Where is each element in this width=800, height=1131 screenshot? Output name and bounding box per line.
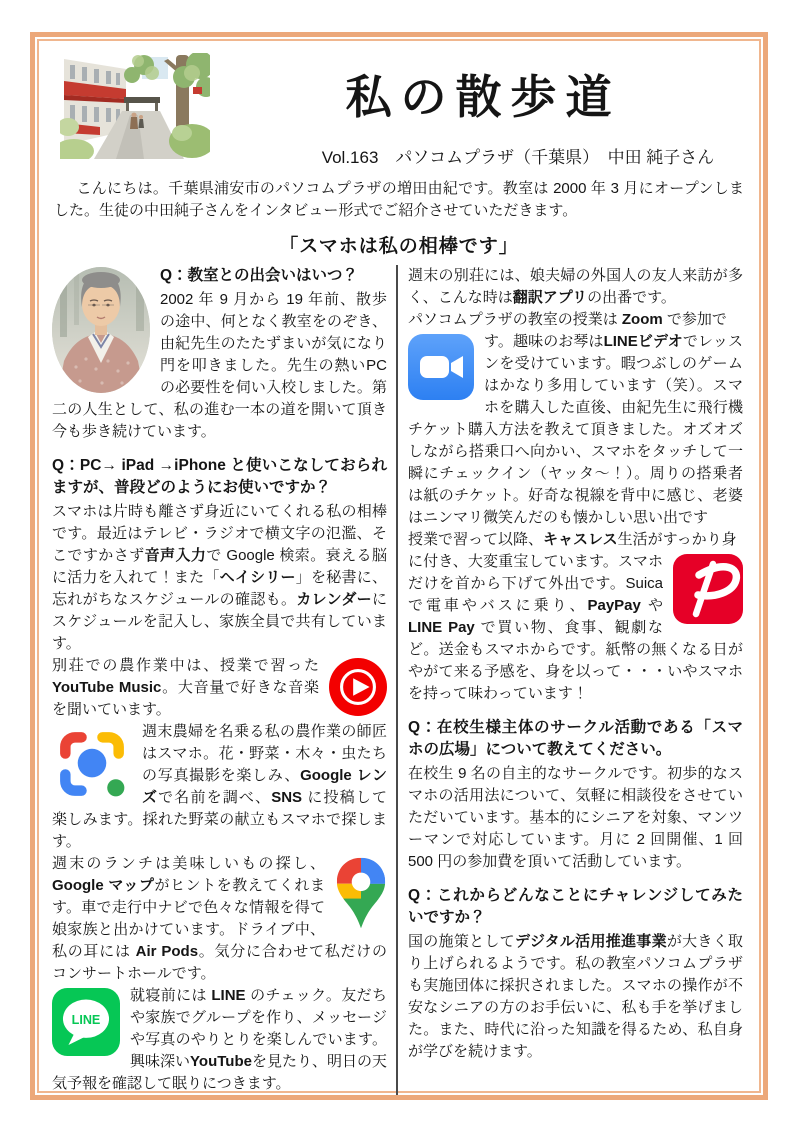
q2-paragraph-5-text: 就寝前には LINE のチェック。友だちや家族でグループを作り、メッセージや写真のやりとりを楽しんでいます。興味深いYouTubeを見たり、明日の天気予報を確認して眠りにつきます。 [52, 987, 387, 1092]
q2-paragraph-1: スマホは片時も離さず身近にいてくれる私の相棒です。最近はテレビ・ラジオで横文字の氾濫、そこですかさず音声入力で Google 検索。衰える脳に活力を入れて！また「ヘイシリー」を秘書に、忘れがちなスケジュールの確認も。カレンダーにスケジュールを記入し、家族全員で共有しています。 [52, 503, 387, 652]
r-paragraph-2a: パソコムプラザの教室の授業は Zoom で参加で [408, 311, 727, 328]
q4-title: Q：これからどんなことにチャレンジしてみたいですか？ [408, 887, 743, 926]
volume-line: Vol.163 パソコムプラザ（千葉県） 中田 純子さん [321, 148, 715, 167]
page-content [39, 41, 759, 1091]
q2-title: Q：PC→ iPad →iPhone と使いこなしておられますが、普段どのようにお使いですか？ [52, 457, 387, 496]
r-paragraph-3b [408, 551, 743, 705]
q2-paragraph-2-text: 別荘での農作業中は、授業で習ったYouTube Music。大音量で好きな音楽を聞いています。 [52, 657, 319, 718]
q2-paragraph-4 [52, 853, 387, 985]
r-paragraph-1: 週末の別荘には、娘夫婦の外国人の友人来訪が多く、こんな時は翻訳アプリの出番です。 [408, 267, 743, 306]
svg-text:LINE: LINE [71, 1013, 101, 1028]
youtube-music-icon [329, 658, 387, 716]
header [60, 53, 744, 168]
line-icon [52, 988, 120, 1056]
q3-title: Q：在校生様主体のサークル活動である「スマホの広場」について教えてください。 [408, 719, 743, 758]
q2-paragraph-3-text: 週末農婦を名乗る私の農作業の師匠はスマホ。花・野菜・木々・虫たちの写真撮影を楽しみ、Google レンズで名前を調べ、SNS に投稿して楽しみます。採れた野菜の献立もスマホで探します。 [52, 723, 387, 850]
r-paragraph-2b [408, 331, 743, 529]
q3-body: 在校生 9 名の自主的なサークルです。初歩的なスマホの活用法について、気軽に相談役をさせていただいています。基本的にシニアを対象、マンツーマンで対応しています。月に 2 回開催、1 回 500 円の参加費を頂いて活動しています。 [408, 765, 743, 870]
q2-section [52, 455, 387, 1095]
r-paragraph-3a: 授業で習って以降、キャスレス生活がすっかり身 [408, 531, 737, 548]
page-border-frame [30, 32, 768, 1100]
intro-paragraph: こんにちは。千葉県浦安市のパソコムプラザの増田由紀です。教室は 2000 年 3 月にオープンしました。生徒の中田純子さんをインタビュー形式でご紹介させていただきます。 [54, 180, 744, 219]
page-border-inner [37, 39, 761, 1093]
r-paragraph-3b-text: に付き、大変重宝しています。スマホだけを首から下げて外出です。Suica で電車やバスに乗り、PayPay や LINE Pay で買い物、食事、観劇など。送金もスマホからです。紙幣の無くなる日がやがて来る予感を、身を以って・・・いやスマホを持って味わっています！ [408, 553, 743, 702]
q2-paragraph-3 [52, 721, 387, 853]
left-column [52, 265, 396, 1095]
q2-paragraph-5 [52, 985, 387, 1095]
street-illustration-svg [60, 53, 210, 159]
right-column [396, 265, 743, 1095]
headline: 「スマホは私の相棒です」 [279, 236, 519, 257]
r-paragraph-2b-text: す。趣味のお琴はLINEビデオでレッスンを受けています。暇つぶしのゲームはかなり多用しています（笑）。スマホを購入した直後、由紀先生に飛行機チケット購入方法を教えて頂きました。オズオズしながら搭乗口へ向かい、スマホをタッチして一瞬にチェックイン（ヤッタ～！）。周りの搭乗者は紙のチケット。好奇な視線を背中に感じ、老婆はニンマリ微笑んだのも懐かしい思い出です [408, 333, 743, 526]
google-lens-icon [52, 724, 132, 804]
paypay-icon [673, 554, 743, 624]
header-text [222, 53, 744, 168]
q1-title: Q：教室との出会いはいつ？ [160, 267, 359, 284]
q4-body: 国の施策としてデジタル活用推進事業が大きく取り上げられるようです。私の教室パソコムプラザも実施団体に採択されました。スマホの操作が不安なシニアの方のお手伝いに、私も手を挙げました。また、時代に沿った知識を得るため、私自身が学びを続けます。 [408, 933, 743, 1060]
q2-paragraph-4-text: 週末のランチは美味しいもの探し、Google マップがヒントを教えてくれます。車で走行中ナビで色々な情報を得て娘家族と出かけています。ドライブ中、私の耳には Air Pods。気分に合わせて私だけのコンサートホールです。 [52, 855, 387, 982]
columns [52, 265, 746, 1095]
portrait-photo [52, 267, 150, 393]
portrait-svg [52, 267, 150, 393]
zoom-icon [408, 334, 474, 400]
q1-body: 2002 年 9 月から 19 年前、散歩の途中、何となく教室をのぞき、由紀先生のたたずまいが気になり門を叩きました。先生の熱いPCの必要性を伺い入校しました。第二の人生として、私の進む一本の道を開いて頂き今も歩き続けています。 [52, 291, 387, 440]
q1-section [52, 265, 387, 443]
google-maps-icon [335, 856, 387, 930]
q2-paragraph-2 [52, 655, 387, 721]
street-illustration [60, 53, 210, 159]
newsletter-title: 私の散歩道 [345, 70, 621, 124]
